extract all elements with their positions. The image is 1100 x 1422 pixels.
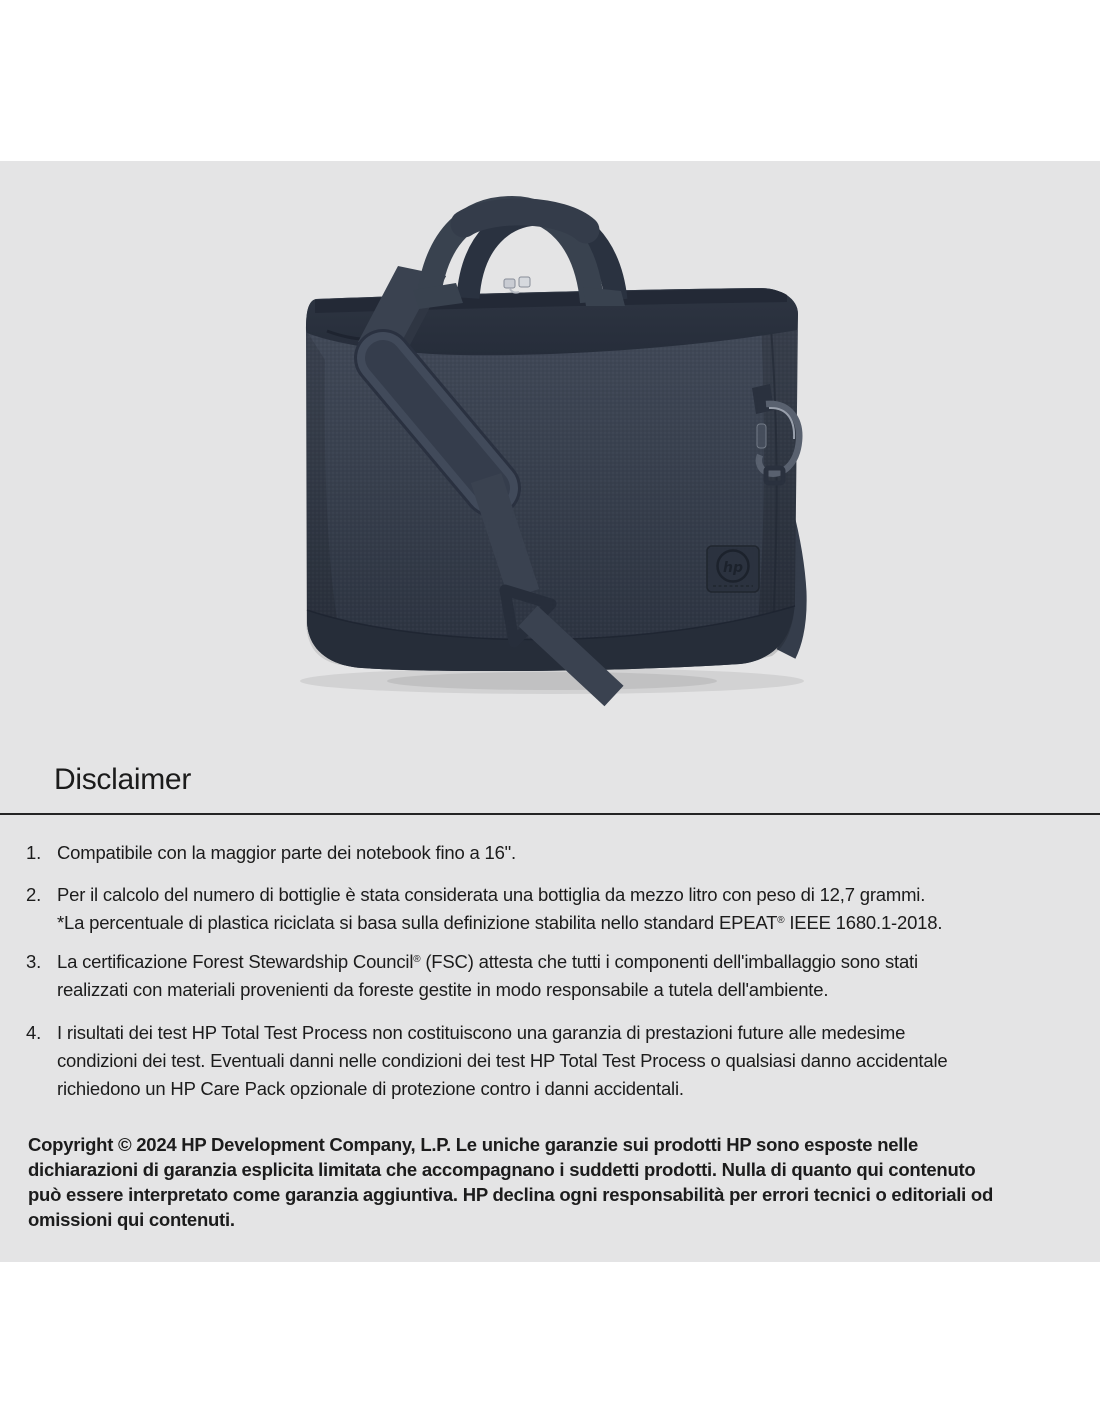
item-line: I risultati dei test HP Total Test Process non costituiscono una garanzia di prestazioni future alle medesime bbox=[57, 1022, 906, 1043]
copyright-text bbox=[28, 1132, 1088, 1232]
copyright-line: omissioni qui contenuti. bbox=[28, 1209, 235, 1230]
copyright-line: dichiarazioni di garanzia esplicita limitata che accompagnano i suddetti prodotti. Nulla di quanto qui contenuto bbox=[28, 1159, 976, 1180]
item-number: 1. bbox=[26, 842, 42, 863]
item-line: Per il calcolo del numero di bottiglie è stata considerata una bottiglia da mezzo litro con peso di 12,7 grammi. bbox=[57, 884, 926, 905]
divider bbox=[0, 813, 1100, 815]
product-shadow bbox=[300, 668, 804, 694]
item-line: condizioni dei test. Eventuali danni nelle condizioni dei test HP Total Test Process o qualsiasi danno accidentale bbox=[57, 1050, 948, 1071]
copyright-line: Copyright © 2024 HP Development Company, L.P. Le uniche garanzie sui prodotti HP sono esposte nelle bbox=[28, 1134, 919, 1155]
hp-logo-patch bbox=[707, 546, 759, 592]
item-line: La certificazione Forest Stewardship Council® (FSC) attesta che tutti i componenti dell'imballaggio sono stati bbox=[57, 951, 918, 972]
svg-text:hp: hp bbox=[723, 560, 743, 576]
item-line: richiedono un HP Care Pack opzionale di protezione contro i danni accidentali. bbox=[57, 1078, 684, 1099]
item-line: Compatibile con la maggior parte dei notebook fino a 16". bbox=[57, 842, 516, 863]
item-number: 4. bbox=[26, 1022, 42, 1043]
page-title: Disclaimer bbox=[54, 763, 192, 796]
zipper-pulls bbox=[504, 277, 530, 293]
copyright-line: può essere interpretato come garanzia aggiuntiva. HP declina ogni responsabilità per errori tecnici o editoriali od bbox=[28, 1184, 994, 1205]
item-line: realizzati con materiali provenienti da foreste gestite in modo responsabile a tutela dell'ambiente. bbox=[57, 979, 829, 1000]
item-number: 2. bbox=[26, 884, 42, 905]
product-image bbox=[290, 190, 850, 710]
item-number: 3. bbox=[26, 951, 42, 972]
item-line: *La percentuale di plastica riciclata si basa sulla definizione stabilita nello standard EPEAT® IEEE 1680.1-2018. bbox=[57, 912, 943, 933]
